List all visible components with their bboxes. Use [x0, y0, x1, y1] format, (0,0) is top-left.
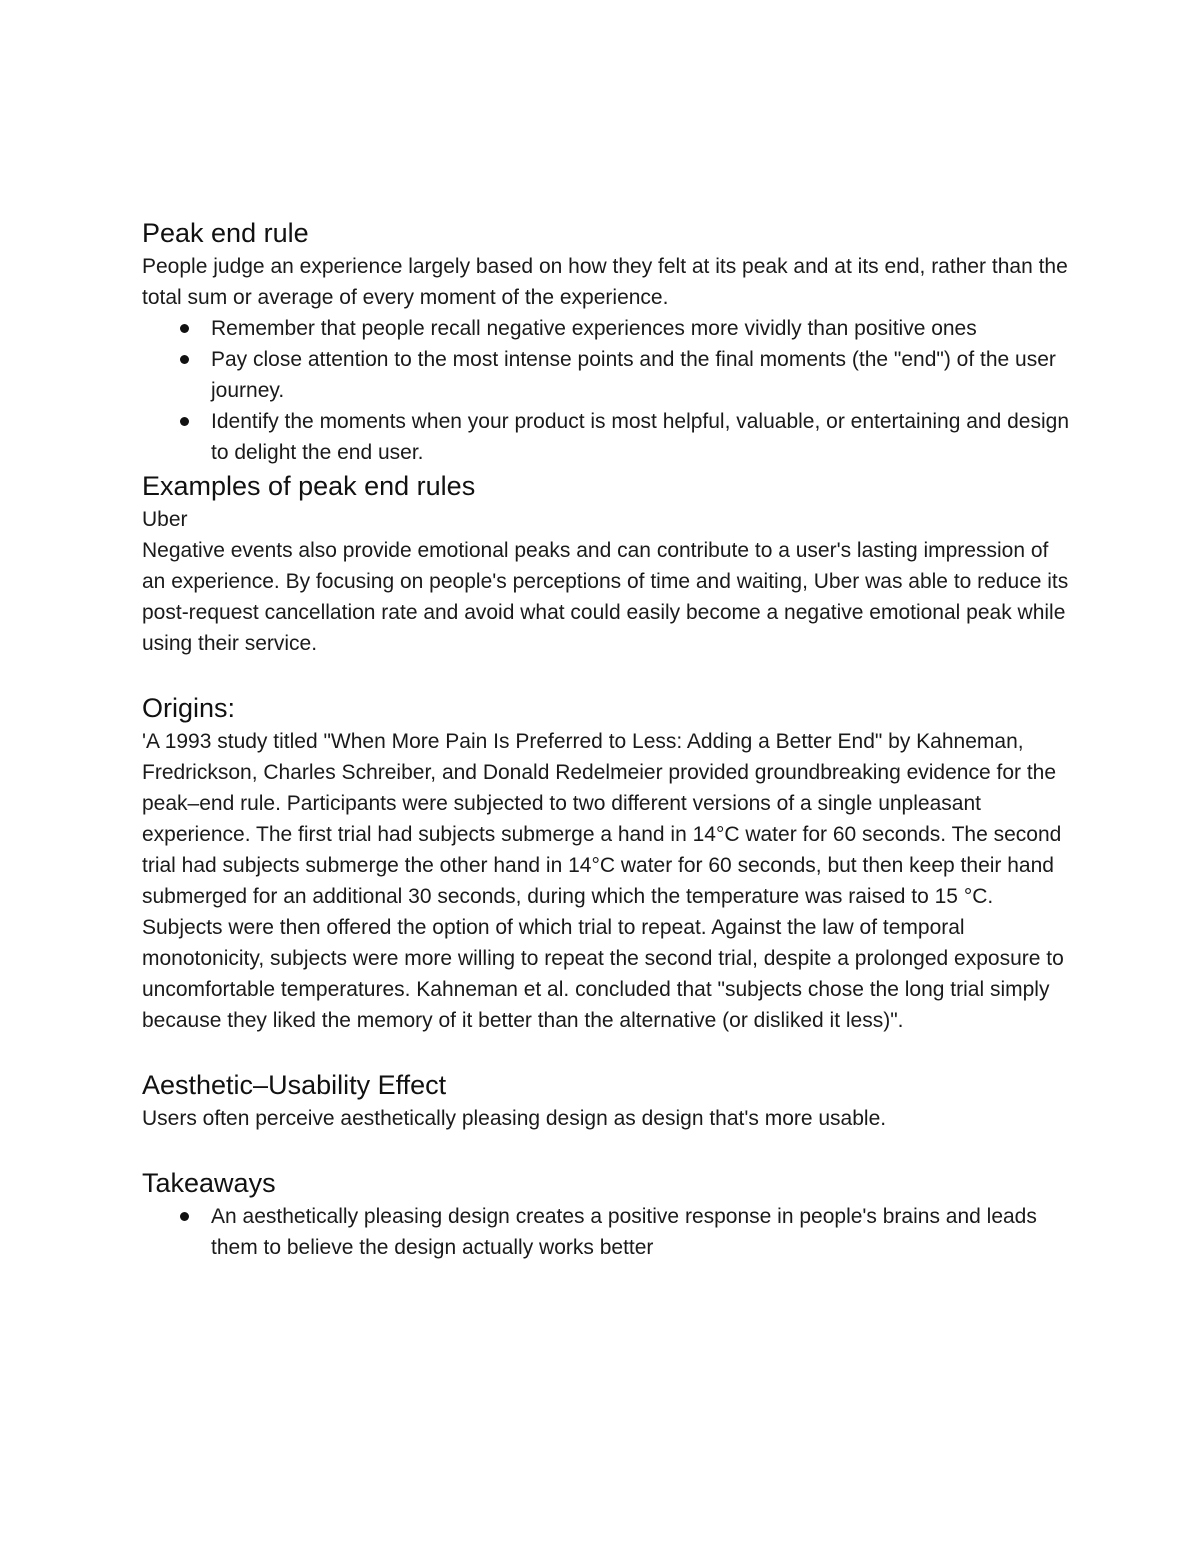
heading-examples: Examples of peak end rules — [142, 471, 476, 501]
bullet-icon — [180, 1212, 189, 1221]
blank-line — [142, 1036, 1072, 1067]
document-page — [142, 215, 1072, 1263]
list-item-text: Identify the moments when your product is most helpful, valuable, or entertaining and design to delight the end user. — [211, 410, 1069, 464]
list-item-text: An aesthetically pleasing design creates a positive response in people's brains and leads them to believe the design actually works better — [211, 1205, 1037, 1259]
blank-line — [142, 1134, 1072, 1165]
list-item — [142, 313, 1072, 344]
paragraph-uber-example: Negative events also provide emotional peaks and can contribute to a user's lasting impression of an experience. By focusing on people's perceptions of time and waiting, Uber was able to reduce its post-request cancellation rate and avoid what could easily become a negative emotional peak while using their service. — [142, 539, 1069, 655]
heading-origins: Origins: — [142, 693, 236, 723]
list-item-text: Pay close attention to the most intense points and the final moments (the "end") of the user journey. — [211, 348, 1056, 402]
bullet-icon — [180, 417, 189, 426]
paragraph-peak-end-definition: People judge an experience largely based on how they felt at its peak and at its end, rather than the total sum or average of every moment of the experience. — [142, 255, 1068, 309]
bullet-list-takeaways — [142, 1201, 1072, 1263]
bullet-icon — [180, 355, 189, 364]
heading-peak-end-rule: Peak end rule — [142, 218, 309, 248]
list-item — [142, 406, 1072, 468]
heading-takeaways: Takeaways — [142, 1168, 276, 1198]
heading-aesthetic-usability: Aesthetic–Usability Effect — [142, 1070, 447, 1100]
paragraph-origins: 'A 1993 study titled "When More Pain Is Preferred to Less: Adding a Better End" by Kahneman, Fredrickson, Charles Schreiber, and Donald Redelmeier provided groundbreaking evidence for the peak–end rule. Participants were subjected to two different versions of a single unpleasant experience. The first trial had subjects submerge a hand in 14°C water for 60 seconds. The second trial had subjects submerge the other hand in 14°C water for 60 seconds, but then keep their hand submerged for an additional 30 seconds, during which the temperature was raised to 15 °C. Subjects were then offered the option of which trial to repeat. Against the law of temporal monotonicity, subjects were more willing to repeat the second trial, despite a prolonged exposure to uncomfortable temperatures. Kahneman et al. concluded that "subjects chose the long trial simply because they liked the memory of it better than the alternative (or disliked it less)". — [142, 730, 1064, 1032]
section-takeaways — [142, 1165, 1072, 1263]
blank-line — [142, 659, 1072, 690]
subheading-uber: Uber — [142, 508, 188, 531]
bullet-icon — [180, 324, 189, 333]
section-origins — [142, 690, 1072, 1036]
section-examples — [142, 468, 1072, 659]
list-item — [142, 344, 1072, 406]
list-item-text: Remember that people recall negative experiences more vividly than positive ones — [211, 317, 977, 340]
paragraph-aesthetic-usability: Users often perceive aesthetically pleasing design as design that's more usable. — [142, 1107, 887, 1130]
bullet-list-peak-end — [142, 313, 1072, 468]
list-item — [142, 1201, 1072, 1263]
section-peak-end-rule — [142, 215, 1072, 468]
section-aesthetic-usability — [142, 1067, 1072, 1134]
